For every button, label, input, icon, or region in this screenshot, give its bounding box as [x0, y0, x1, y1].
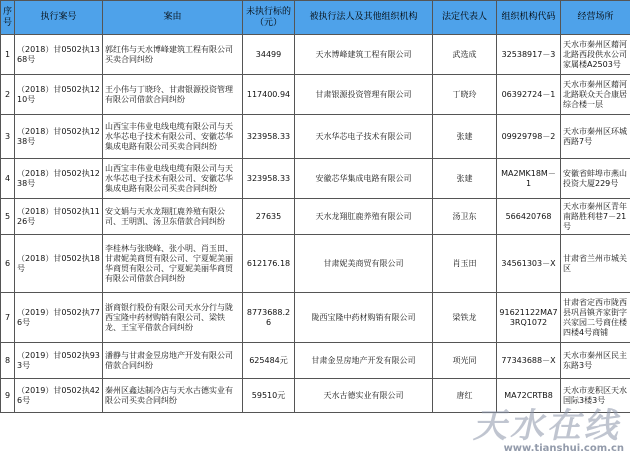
table-cell: 王小伟与丁晓玲、甘肃银源投资管理有限公司借款合同纠纷	[103, 75, 243, 115]
table-cell: 天水市秦州区藉河北路联众天合康居综合楼一层	[561, 75, 630, 115]
table-cell: 59510元	[243, 379, 295, 413]
header-cell: 经营场所	[561, 1, 630, 35]
table-cell: 山西宝丰伟业电线电缆有限公司与天水华芯电子技术有限公司、安徽芯华集成电路有限公司买卖合同纠纷	[103, 115, 243, 159]
table-cell: 天水市麦积区天水国际3楼3号	[561, 379, 630, 413]
table-cell: 6	[1, 235, 15, 293]
table-cell: 李桂林与张晓峰、张小明、肖玉田、甘肃妮美商贸有限公司、宁夏妮美丽华商贸有限公司、宁夏妮美丽华商贸有限公司借款合同纠纷	[103, 235, 243, 293]
table-cell: 甘肃省兰州市城关区	[561, 235, 630, 293]
table-row	[1, 159, 630, 199]
table-cell: 5	[1, 199, 15, 235]
table-cell: 2	[1, 75, 15, 115]
table-cell: 项光同	[433, 343, 497, 379]
table-row	[1, 75, 630, 115]
table-cell: 秦州区鑫达制冷店与天水古德实业有限公司买卖合同纠纷	[103, 379, 243, 413]
table-cell: 天水华芯电子技术有限公司	[295, 115, 433, 159]
table-row	[1, 343, 630, 379]
table-cell: 汤卫东	[433, 199, 497, 235]
table-cell: 甘肃金昱房地产开发有限公司	[295, 343, 433, 379]
table-cell: 9	[1, 379, 15, 413]
table-cell: 肖玉田	[433, 235, 497, 293]
header-cell: 法定代表人	[433, 1, 497, 35]
table-cell: （2019）甘0502执426号	[15, 379, 103, 413]
table-cell: 山西宝丰伟业电线电缆有限公司与天水华芯电子技术有限公司、安徽芯华集成电路有限公司买卖合同纠纷	[103, 159, 243, 199]
table-cell: 323958.33	[243, 115, 295, 159]
table-cell: 4	[1, 159, 15, 199]
table-cell: 甘肃银源投资管理有限公司	[295, 75, 433, 115]
table-cell: 34499	[243, 35, 295, 75]
table-cell: 天水博峰建筑工程有限公司	[295, 35, 433, 75]
table-cell: （2019）甘0502执933号	[15, 343, 103, 379]
table-cell: 8773688.26	[243, 293, 295, 343]
table-row	[1, 199, 630, 235]
header-row	[1, 1, 630, 35]
table-row	[1, 35, 630, 75]
table-cell: 7	[1, 293, 15, 343]
table-cell: 唐红	[433, 379, 497, 413]
table-cell: 566420768	[497, 199, 561, 235]
table-row	[1, 235, 630, 293]
header-cell: 被执行法人及其他组织机构	[295, 1, 433, 35]
table-row	[1, 379, 630, 413]
table-cell: 天水市秦州区青年南路胜利巷7－21号	[561, 199, 630, 235]
table-cell: 77343688－X	[497, 343, 561, 379]
table-cell: 天水市秦州区环城西路7号	[561, 115, 630, 159]
table-cell: 91621122MA73RQ1072	[497, 293, 561, 343]
table-cell: 32538917－3	[497, 35, 561, 75]
watermark-logo: 天水在线	[471, 406, 628, 446]
table-cell: MA72CRTB8	[497, 379, 561, 413]
table-cell: 天水古德实业有限公司	[295, 379, 433, 413]
table-cell: （2019）甘0502执776号	[15, 293, 103, 343]
table-cell: （2018）甘0502执1238号	[15, 115, 103, 159]
table-cell: 甘肃省定西市陇西县巩昌镇齐家街字兴家园二号商住楼四楼4号商铺	[561, 293, 630, 343]
header-cell: 序号	[1, 1, 15, 35]
table-cell: 郭红伟与天水博峰建筑工程有限公司买卖合同纠纷	[103, 35, 243, 75]
table-cell: 天水龙翔肛鹿养殖有限公司	[295, 199, 433, 235]
table-cell: （2018）甘0502执18号	[15, 235, 103, 293]
table-cell: 甘肃妮美商贸有限公司	[295, 235, 433, 293]
table-cell: 06392724－1	[497, 75, 561, 115]
table-cell: 梁铁龙	[433, 293, 497, 343]
table-cell: MA2MK18M－1	[497, 159, 561, 199]
header-cell: 组织机构代码	[497, 1, 561, 35]
header-cell: 未执行标的 （元）	[243, 1, 295, 35]
table-cell: （2018）甘0502执1368号	[15, 35, 103, 75]
table-cell: （2018）甘0502执1238号	[15, 159, 103, 199]
table-cell: （2018）甘0502执1126号	[15, 199, 103, 235]
table-cell: 丁晓玲	[433, 75, 497, 115]
table-cell: 3	[1, 115, 15, 159]
table-row	[1, 293, 630, 343]
table-cell: 625484元	[243, 343, 295, 379]
table-cell: 潘静与甘肃金昱房地产开发有限公司借款合同纠纷	[103, 343, 243, 379]
table-cell: 张建	[433, 159, 497, 199]
table-cell: 27635	[243, 199, 295, 235]
table-cell: 323958.33	[243, 159, 295, 199]
table-cell: 1	[1, 35, 15, 75]
table-cell: 8	[1, 343, 15, 379]
table-cell: 陇西宝隆中药材购销有限公司	[295, 293, 433, 343]
table-cell: 武选成	[433, 35, 497, 75]
table-cell: 34561303－X	[497, 235, 561, 293]
table-cell: 天水市秦州区藉河北路西段供水公司家属楼A2503号	[561, 35, 630, 75]
table-cell: 浙商银行股份有限公司天水分行与陇西宝隆中药材购销有限公司、梁铁龙、王宝平借款合同纠纷	[103, 293, 243, 343]
header-cell: 案由	[103, 1, 243, 35]
table-row	[1, 115, 630, 159]
table-cell: 09929798－2	[497, 115, 561, 159]
table-cell: 117400.94	[243, 75, 295, 115]
table-cell: 安徽芯华集成电路有限公司	[295, 159, 433, 199]
table-cell: 天水市秦州区民主东路3号	[561, 343, 630, 379]
header-cell: 执行案号	[15, 1, 103, 35]
table-cell: 安文娟与天水龙翔肛鹿养殖有限公司、王明凯、汤卫东借款合同纠纷	[103, 199, 243, 235]
table-cell: （2018）甘0502执1210号	[15, 75, 103, 115]
table-cell: 安徽省蚌埠市燕山投资大厦229号	[561, 159, 630, 199]
watermark-url: www.tianshui.com.cn	[503, 443, 624, 454]
table-cell: 张建	[433, 115, 497, 159]
table-cell: 612176.18	[243, 235, 295, 293]
